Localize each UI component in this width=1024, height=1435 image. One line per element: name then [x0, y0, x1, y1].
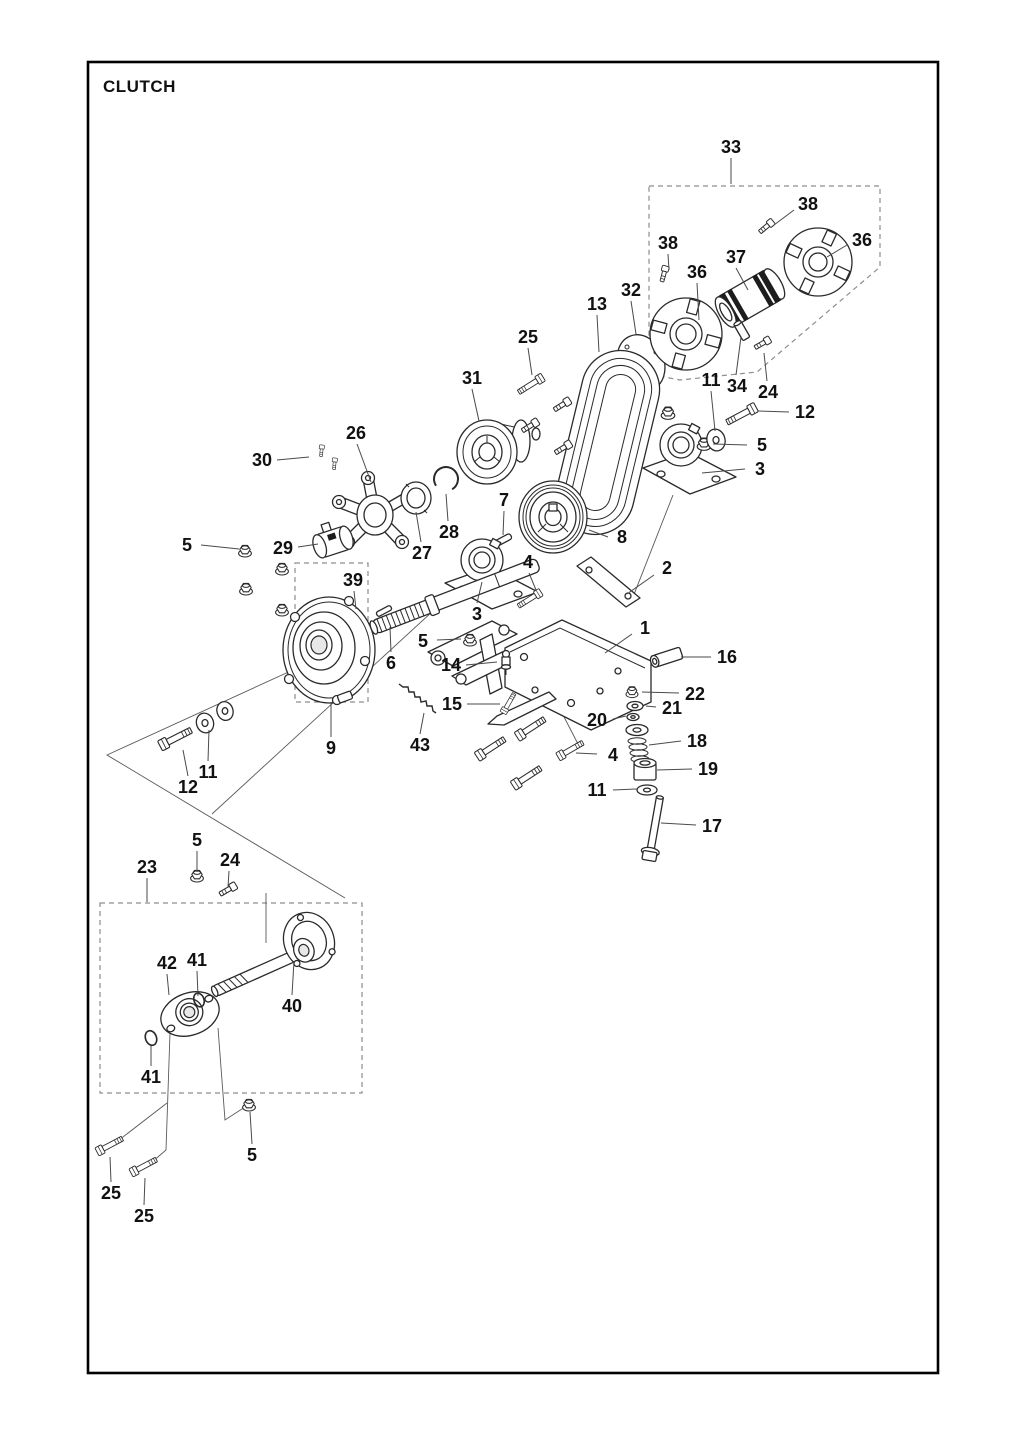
callout-19: 19 — [697, 759, 719, 779]
callout-29: 29 — [272, 538, 294, 558]
leader-18 — [649, 741, 681, 745]
callout-37: 37 — [725, 247, 747, 267]
part-bolt-loose-c — [510, 764, 543, 791]
callout-23: 23 — [136, 857, 158, 877]
callout-5: 5 — [191, 830, 203, 850]
callout-25: 25 — [133, 1206, 155, 1226]
part-25-bolt-a — [95, 1135, 125, 1157]
part-38-set-screw-left — [658, 265, 669, 282]
part-25-bolt-b — [129, 1156, 159, 1178]
leader-11 — [208, 730, 209, 761]
callout-25: 25 — [100, 1183, 122, 1203]
part-30-screw-b — [332, 458, 338, 470]
leader-7 — [503, 511, 504, 535]
assembly-line-6 — [218, 1028, 245, 1120]
part-11-washer-lower-a — [194, 711, 216, 735]
part-5-nut-c — [239, 545, 252, 557]
callout-32: 32 — [620, 280, 642, 300]
leader-17 — [661, 823, 696, 825]
callout-30: 30 — [251, 450, 273, 470]
callout-11: 11 — [701, 370, 721, 390]
part-screw-a — [552, 397, 572, 414]
callout-17: 17 — [701, 816, 723, 836]
leader-28 — [446, 494, 448, 521]
callout-13: 13 — [586, 294, 608, 314]
callout-24: 24 — [757, 382, 779, 402]
callout-42: 42 — [156, 953, 178, 973]
assembly-lines — [107, 495, 673, 1162]
callout-31: 31 — [461, 368, 483, 388]
leader-31 — [472, 389, 479, 421]
callout-34: 34 — [726, 376, 748, 396]
part-12-bolt-upper — [725, 402, 759, 427]
assembly-line-2 — [633, 495, 673, 597]
leader-27 — [416, 512, 421, 542]
part-43-spring — [399, 684, 436, 713]
leader-38 — [774, 210, 794, 225]
part-2-plate — [577, 557, 640, 607]
part-17-bolt-long — [640, 794, 669, 862]
callout-36: 36 — [686, 262, 708, 282]
part-11-washer-lower-b — [214, 699, 235, 722]
leader-32 — [631, 301, 636, 334]
callout-38: 38 — [797, 194, 819, 214]
callout-39: 39 — [342, 570, 364, 590]
part-16-spacer — [649, 647, 683, 668]
leader-34 — [736, 337, 741, 375]
callout-7: 7 — [498, 490, 510, 510]
callout-5: 5 — [756, 435, 768, 455]
leader-25 — [528, 348, 532, 375]
callout-2: 2 — [661, 558, 673, 578]
part-11-washer-center — [637, 785, 657, 795]
leader-25 — [110, 1157, 111, 1182]
callout-25: 25 — [517, 327, 539, 347]
callout-15: 15 — [441, 694, 463, 714]
callout-38: 38 — [657, 233, 679, 253]
leader-5 — [201, 545, 239, 549]
callout-36: 36 — [851, 230, 873, 250]
leader-4 — [576, 753, 597, 754]
callout-28: 28 — [438, 522, 460, 542]
callout-18: 18 — [686, 731, 708, 751]
callout-11: 11 — [587, 780, 607, 800]
leader-42 — [167, 974, 169, 995]
part-28-snap-ring — [430, 463, 463, 496]
leader-12 — [758, 411, 789, 412]
callout-22: 22 — [684, 684, 706, 704]
part-washer-large — [626, 725, 648, 736]
part-5-nut-d — [276, 563, 289, 575]
part-29-shaft-coupler — [308, 517, 356, 560]
leader-30 — [277, 457, 309, 460]
callout-5: 5 — [417, 631, 429, 651]
part-27-bearing — [401, 482, 431, 514]
callout-1: 1 — [639, 618, 651, 638]
leader-43 — [420, 713, 424, 734]
part-bolt-loose-a — [514, 715, 547, 742]
leader-5 — [250, 1112, 252, 1144]
leader-11 — [613, 789, 637, 790]
part-25-bolt-top — [516, 373, 545, 396]
part-24-bolt-upper — [753, 336, 772, 351]
callout-43: 43 — [409, 735, 431, 755]
part-34-pin — [733, 320, 750, 341]
part-5-nut-h — [191, 870, 204, 882]
leader-24 — [764, 353, 767, 381]
callout-21: 21 — [661, 698, 683, 718]
leader-19 — [657, 769, 692, 770]
leader-40 — [292, 961, 294, 995]
callout-26: 26 — [345, 423, 367, 443]
callout-20: 20 — [586, 710, 608, 730]
callout-5: 5 — [181, 535, 193, 555]
part-9-clutch — [283, 597, 375, 705]
callout-41: 41 — [140, 1067, 162, 1087]
callout-8: 8 — [616, 527, 628, 547]
part-5-nut-a — [661, 407, 675, 419]
part-5-nut-e — [240, 583, 253, 595]
callout-40: 40 — [281, 996, 303, 1016]
leader-12 — [183, 750, 188, 776]
part-5-nut-i — [243, 1099, 256, 1111]
leader-21 — [646, 706, 656, 707]
part-30-screw-a — [319, 445, 325, 457]
part-38-set-screw-right — [757, 218, 775, 235]
callout-4: 4 — [522, 552, 534, 572]
callout-12: 12 — [794, 402, 816, 422]
leader-13 — [597, 315, 599, 352]
leader-11 — [711, 391, 715, 431]
part-36-coupling-hub-left — [650, 298, 722, 370]
callout-11: 11 — [198, 762, 218, 782]
callout-41: 41 — [186, 950, 208, 970]
callout-27: 27 — [411, 543, 433, 563]
part-5-nut-f — [276, 604, 289, 616]
callout-14: 14 — [440, 655, 462, 675]
callout-33: 33 — [720, 137, 742, 157]
part-36-coupling-hub-right — [784, 228, 852, 296]
part-bolt-loose-b — [474, 735, 507, 762]
callout-4: 4 — [607, 745, 619, 765]
page-title: CLUTCH — [103, 77, 176, 96]
callout-5: 5 — [246, 1145, 258, 1165]
part-21-washer — [627, 702, 643, 711]
callout-3: 3 — [471, 604, 483, 624]
callout-12: 12 — [177, 777, 199, 797]
callout-9: 9 — [325, 738, 337, 758]
leader-6 — [390, 627, 391, 652]
assembly-line-4 — [152, 1033, 170, 1162]
part-8-pulley — [519, 481, 587, 553]
part-19-bushing — [634, 759, 656, 781]
callout-3: 3 — [754, 459, 766, 479]
part-4-bolt-lower — [556, 739, 585, 761]
callout-16: 16 — [716, 647, 738, 667]
part-37-coupling-sleeve — [711, 266, 789, 330]
leader-25 — [144, 1178, 145, 1205]
callout-24: 24 — [219, 850, 241, 870]
callout-6: 6 — [385, 653, 397, 673]
part-40-shaft — [210, 951, 295, 997]
part-20-washer — [627, 714, 639, 721]
part-41-oring-b — [143, 1029, 158, 1047]
